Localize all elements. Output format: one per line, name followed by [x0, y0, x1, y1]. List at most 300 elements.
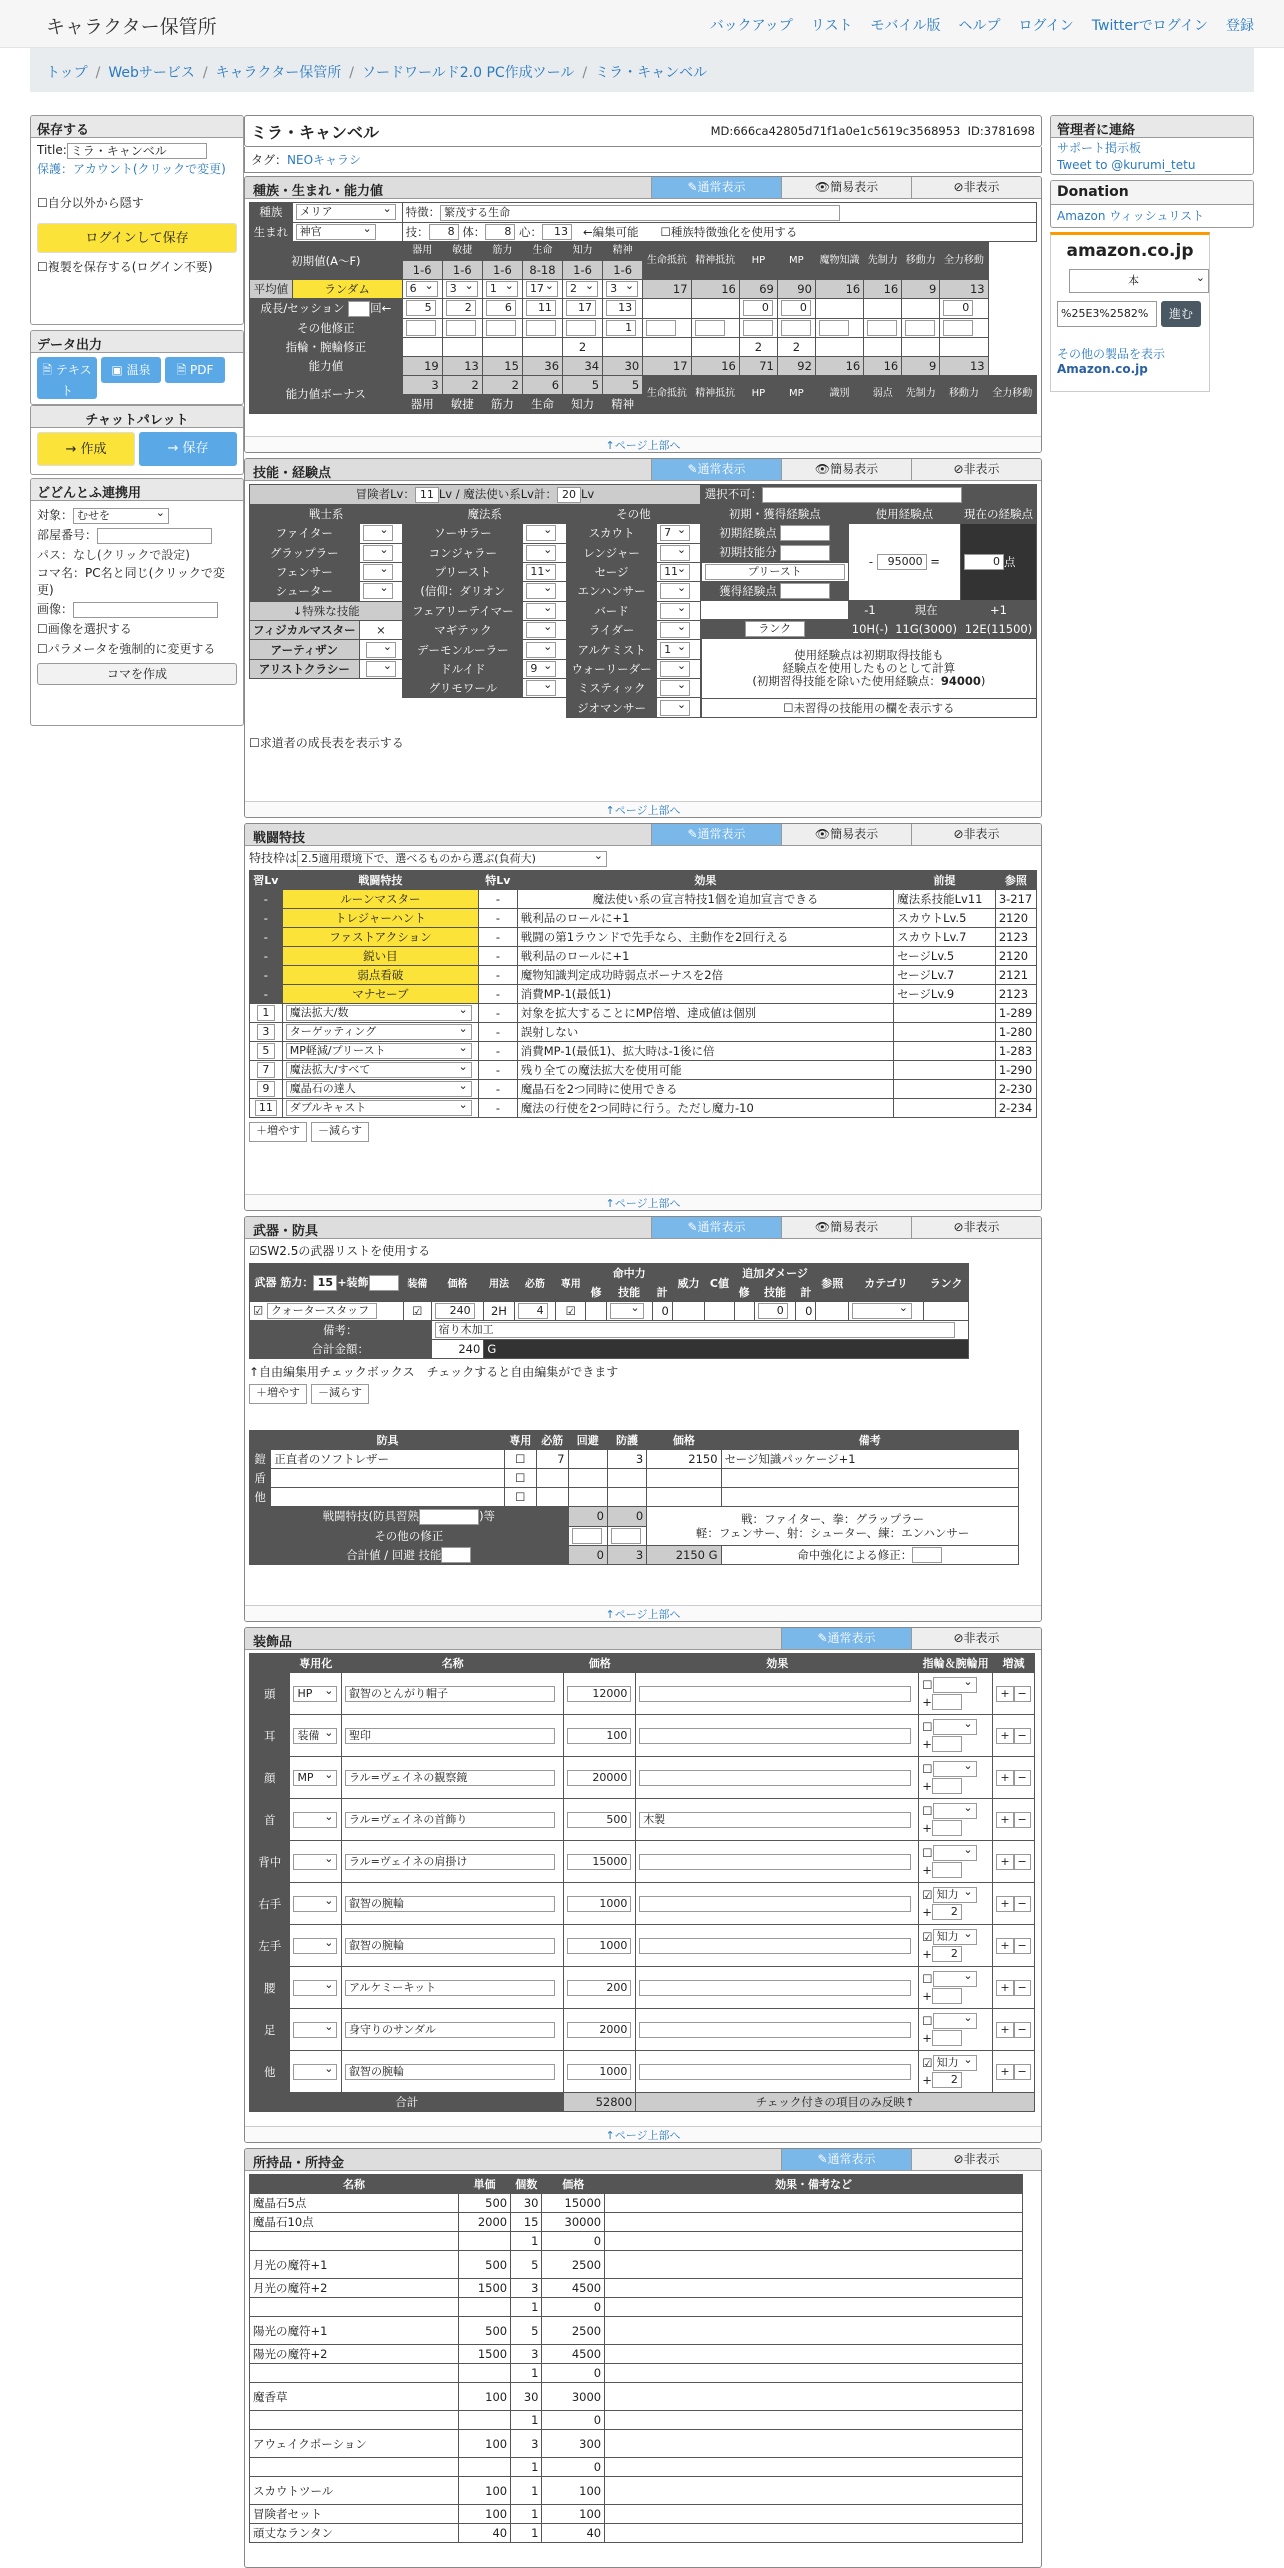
- growth-input[interactable]: 0: [781, 300, 811, 316]
- skill-lv-select[interactable]: 11 ⌄: [660, 564, 690, 580]
- weapon-price[interactable]: 240: [435, 1303, 475, 1319]
- item-qty[interactable]: 30: [511, 2194, 542, 2213]
- item-qty[interactable]: 30: [511, 2383, 542, 2411]
- armor-str[interactable]: [536, 1488, 568, 1507]
- armor-price[interactable]: 2150: [647, 1450, 721, 1469]
- acc-ring-value[interactable]: [932, 1694, 962, 1710]
- item-unit[interactable]: [458, 2458, 510, 2477]
- acc-ring-value[interactable]: [932, 1820, 962, 1836]
- acc-effect-input[interactable]: [639, 1938, 911, 1954]
- init-select[interactable]: 2 ⌄: [566, 281, 598, 297]
- acc-plus-button[interactable]: +: [996, 1812, 1013, 1828]
- other-input[interactable]: [406, 320, 436, 336]
- acc-minus-button[interactable]: −: [1014, 1854, 1031, 1870]
- tab-normal[interactable]: ✎通常表示: [781, 1628, 911, 1649]
- item-note[interactable]: [605, 2251, 1023, 2279]
- acc-price-input[interactable]: 12000: [567, 1686, 631, 1702]
- item-name[interactable]: [250, 2232, 459, 2251]
- init-select[interactable]: 17 ⌄: [526, 281, 558, 297]
- board-link[interactable]: サポート掲示板: [1057, 141, 1142, 155]
- armor-exclusive[interactable]: ☐: [504, 1488, 536, 1507]
- item-unit[interactable]: 1500: [458, 2345, 510, 2364]
- nav-link[interactable]: 登録: [1226, 18, 1254, 34]
- hide-checkbox[interactable]: ☐: [37, 195, 48, 210]
- acc-stat-select[interactable]: [933, 1761, 977, 1777]
- acc-stat-select[interactable]: [933, 1719, 977, 1735]
- koma-link[interactable]: コマ名：PC名と同じ(クリックで変更): [37, 566, 225, 597]
- other-input[interactable]: [867, 320, 897, 336]
- acc-price-input[interactable]: 1000: [567, 1938, 631, 1954]
- login-save-button[interactable]: ログインして保存: [37, 223, 237, 253]
- armor-price[interactable]: [647, 1488, 721, 1507]
- chat-create-button[interactable]: → 作成: [37, 432, 135, 466]
- init-select[interactable]: 1 ⌄: [486, 281, 518, 297]
- growth-input[interactable]: 2: [446, 300, 476, 316]
- acc-name-input[interactable]: 身守りのサンダル: [345, 2022, 555, 2038]
- tab-hide[interactable]: ⊘非表示: [911, 1217, 1041, 1238]
- growth-input[interactable]: 0: [943, 300, 973, 316]
- acc-effect-input[interactable]: [639, 1728, 911, 1744]
- skill-lv-select[interactable]: [363, 545, 393, 561]
- skill-lv-select[interactable]: [526, 545, 556, 561]
- item-name[interactable]: [250, 2298, 459, 2317]
- acc-ring-value[interactable]: [932, 1862, 962, 1878]
- wishlist-link[interactable]: Amazon ウィッシュリスト: [1057, 209, 1205, 223]
- acc-ring-value[interactable]: [932, 1778, 962, 1794]
- trait-input[interactable]: 繁茂する生命: [440, 205, 840, 221]
- page-top-link[interactable]: ↑ページ上部へ: [245, 1605, 1041, 1621]
- protect-link[interactable]: 保護：アカウント(クリックで変更): [37, 161, 226, 176]
- item-name[interactable]: 陽光の魔符+2: [250, 2345, 459, 2364]
- acc-name-input[interactable]: 叡智のとんがり帽子: [345, 1686, 555, 1702]
- amazon-category[interactable]: 本 ⌄: [1069, 269, 1209, 293]
- acc-plus-button[interactable]: +: [996, 2064, 1013, 2080]
- acc-ring-checkbox[interactable]: ☐: [922, 1971, 933, 1986]
- category-select[interactable]: [852, 1303, 912, 1319]
- nav-link[interactable]: モバイル版: [870, 18, 941, 34]
- skill-lv-select[interactable]: [526, 642, 556, 658]
- acc-sp-select[interactable]: [293, 1812, 337, 1828]
- item-qty[interactable]: 1: [511, 2524, 542, 2543]
- item-qty[interactable]: 3: [511, 2279, 542, 2298]
- item-unit[interactable]: [458, 2411, 510, 2430]
- crumb-link[interactable]: Webサービス: [108, 65, 195, 81]
- feat-select[interactable]: MP軽減/プリースト ⌄: [286, 1043, 472, 1059]
- weapon-checkbox[interactable]: ☑: [253, 1303, 264, 1318]
- other-input[interactable]: [446, 320, 476, 336]
- tab-hide[interactable]: ⊘非表示: [911, 824, 1041, 845]
- item-name[interactable]: 魔香草: [250, 2383, 459, 2411]
- nav-link[interactable]: ヘルプ: [958, 18, 1001, 34]
- acc-sp-select[interactable]: [293, 1854, 337, 1870]
- acc-effect-input[interactable]: [639, 2064, 911, 2080]
- acc-price-input[interactable]: 2000: [567, 2022, 631, 2038]
- item-unit[interactable]: 1500: [458, 2279, 510, 2298]
- acc-minus-button[interactable]: −: [1014, 1686, 1031, 1702]
- item-unit[interactable]: 500: [458, 2194, 510, 2213]
- armor-note[interactable]: [721, 1469, 1018, 1488]
- item-note[interactable]: [605, 2383, 1023, 2411]
- force-checkbox[interactable]: ☐: [37, 642, 48, 656]
- item-qty[interactable]: 1: [511, 2505, 542, 2524]
- item-qty[interactable]: 3: [511, 2430, 542, 2458]
- acc-price-input[interactable]: 100: [567, 1728, 631, 1744]
- armor-price[interactable]: [647, 1469, 721, 1488]
- skill-lv-select[interactable]: 7 ⌄: [660, 525, 690, 541]
- skill-lv-select[interactable]: [660, 700, 690, 716]
- acc-ring-checkbox[interactable]: ☐: [922, 1761, 933, 1776]
- item-unit[interactable]: 100: [458, 2383, 510, 2411]
- item-note[interactable]: [605, 2232, 1023, 2251]
- crumb-link[interactable]: ソードワールド2.0 PC作成ツール: [362, 65, 575, 81]
- tab-normal[interactable]: ✎通常表示: [651, 459, 781, 480]
- tab-simple[interactable]: 👁簡易表示: [781, 1217, 911, 1238]
- armor-name[interactable]: 正直者のソフトレザー: [271, 1450, 505, 1469]
- tweet-link[interactable]: Tweet to @kurumi_tetu: [1057, 158, 1196, 172]
- acc-name-input[interactable]: ラル=ヴェイネの首飾り: [345, 1812, 555, 1828]
- other-input[interactable]: [819, 320, 849, 336]
- special-select[interactable]: [366, 642, 396, 658]
- room-input[interactable]: [97, 528, 212, 544]
- acc-minus-button[interactable]: −: [1014, 2022, 1031, 2038]
- item-unit[interactable]: 100: [458, 2505, 510, 2524]
- tab-normal[interactable]: ✎通常表示: [651, 824, 781, 845]
- used-input[interactable]: 95000: [877, 554, 927, 570]
- fail-input[interactable]: [762, 487, 962, 503]
- acc-stat-select[interactable]: [933, 1971, 977, 1987]
- other-evade[interactable]: [572, 1528, 602, 1544]
- acc-ring-checkbox[interactable]: ☑: [922, 1929, 933, 1944]
- item-unit[interactable]: 40: [458, 2524, 510, 2543]
- item-name[interactable]: [250, 2458, 459, 2477]
- exp-init-input[interactable]: 2000: [780, 525, 830, 541]
- item-name[interactable]: 冒険者セット: [250, 2505, 459, 2524]
- skill-lv-select[interactable]: [526, 525, 556, 541]
- acc-ring-checkbox[interactable]: ☑: [922, 2055, 933, 2070]
- page-top-link[interactable]: ↑ページ上部へ: [245, 1194, 1041, 1210]
- armor-name[interactable]: [271, 1488, 505, 1507]
- image-checkbox[interactable]: ☐: [37, 622, 48, 636]
- init-select[interactable]: 6 ⌄: [406, 281, 438, 297]
- acc-name-input[interactable]: 叡智の腕輪: [345, 1896, 555, 1912]
- item-qty[interactable]: 1: [511, 2458, 542, 2477]
- feat-select[interactable]: ターゲッティング ⌄: [286, 1024, 472, 1040]
- init-select[interactable]: 3 ⌄: [446, 281, 478, 297]
- sw25-checkbox[interactable]: ☑: [249, 1244, 260, 1258]
- acc-name-input[interactable]: アルケミーキット: [345, 1980, 555, 1996]
- item-qty[interactable]: 5: [511, 2251, 542, 2279]
- item-note[interactable]: [605, 2194, 1023, 2213]
- tab-normal[interactable]: ✎通常表示: [781, 2149, 911, 2170]
- acc-plus-button[interactable]: +: [996, 1770, 1013, 1786]
- armor-feat-select[interactable]: [419, 1509, 479, 1525]
- skill-lv-select[interactable]: 1 ⌄: [660, 642, 690, 658]
- growth-input[interactable]: 13: [606, 300, 636, 316]
- acc-effect-input[interactable]: [639, 2022, 911, 2038]
- grow-checkbox[interactable]: ☐: [249, 736, 260, 750]
- item-note[interactable]: [605, 2524, 1023, 2543]
- acc-minus-button[interactable]: −: [1014, 1728, 1031, 1744]
- item-name[interactable]: スカウトツール: [250, 2477, 459, 2505]
- armor-def[interactable]: 3: [607, 1450, 646, 1469]
- item-unit[interactable]: 100: [458, 2430, 510, 2458]
- rank-select[interactable]: ランク: [745, 621, 805, 637]
- acc-minus-button[interactable]: −: [1014, 1770, 1031, 1786]
- create-koma-button[interactable]: コマを作成: [37, 663, 237, 685]
- item-name[interactable]: 月光の魔符+1: [250, 2251, 459, 2279]
- tab-hide[interactable]: ⊘非表示: [911, 177, 1041, 198]
- amazon-go-button[interactable]: 進む: [1161, 301, 1201, 327]
- birth-select[interactable]: 神官 ⌄: [296, 224, 376, 240]
- acc-plus-button[interactable]: +: [996, 1728, 1013, 1744]
- acc-sp-select[interactable]: HP ⌄: [293, 1686, 337, 1702]
- acc-effect-input[interactable]: [639, 1770, 911, 1786]
- item-note[interactable]: [605, 2411, 1023, 2430]
- acc-stat-select[interactable]: [933, 1803, 977, 1819]
- growth-input[interactable]: 0: [743, 300, 773, 316]
- acc-ring-checkbox[interactable]: ☑: [922, 1887, 933, 1902]
- item-qty[interactable]: 1: [511, 2364, 542, 2383]
- armor-evade[interactable]: [568, 1469, 607, 1488]
- skill-lv-select[interactable]: [660, 545, 690, 561]
- title-input[interactable]: ミラ・キャンベル: [67, 143, 207, 159]
- add-feat-button[interactable]: ＋増やす: [249, 1122, 307, 1142]
- other-input[interactable]: [695, 320, 725, 336]
- acc-price-input[interactable]: 200: [567, 1980, 631, 1996]
- item-unit[interactable]: 500: [458, 2251, 510, 2279]
- acc-plus-button[interactable]: +: [996, 2022, 1013, 2038]
- tab-simple[interactable]: 👁簡易表示: [781, 177, 911, 198]
- tab-hide[interactable]: ⊘非表示: [911, 459, 1041, 480]
- skill-lv-select[interactable]: 11 ⌄: [526, 564, 556, 580]
- acc-price-input[interactable]: 500: [567, 1812, 631, 1828]
- item-unit[interactable]: [458, 2232, 510, 2251]
- acc-ring-value[interactable]: 2: [932, 1904, 962, 1920]
- feat-select[interactable]: 魔法拡大/数 ⌄: [286, 1005, 472, 1021]
- growth-input[interactable]: 11: [526, 300, 556, 316]
- acc-minus-button[interactable]: −: [1014, 1938, 1031, 1954]
- cur-input[interactable]: 0: [964, 554, 1004, 570]
- acc-name-input[interactable]: 叡智の腕輪: [345, 2064, 555, 2080]
- acc-ring-checkbox[interactable]: ☐: [922, 1803, 933, 1818]
- acc-plus-button[interactable]: +: [996, 1686, 1013, 1702]
- gain-input[interactable]: 92000: [780, 583, 830, 599]
- armor-def[interactable]: [607, 1469, 646, 1488]
- item-note[interactable]: [605, 2430, 1023, 2458]
- armor-str[interactable]: 7: [536, 1450, 568, 1469]
- exclusive-checkbox[interactable]: ☑: [556, 1302, 586, 1321]
- acc-minus-button[interactable]: −: [1014, 1896, 1031, 1912]
- acc-effect-input[interactable]: 木製: [639, 1812, 911, 1828]
- item-note[interactable]: [605, 2345, 1023, 2364]
- nav-link[interactable]: ログイン: [1018, 18, 1074, 34]
- item-unit[interactable]: 2000: [458, 2213, 510, 2232]
- pass-link[interactable]: パス：なし(クリックで設定): [37, 548, 190, 562]
- note-input[interactable]: 宿り木加工: [435, 1322, 955, 1338]
- item-note[interactable]: [605, 2298, 1023, 2317]
- acc-sp-select[interactable]: 装備 ⌄: [293, 1728, 337, 1744]
- item-name[interactable]: 頑丈なランタン: [250, 2524, 459, 2543]
- feat-select[interactable]: 魔晶石の達人 ⌄: [286, 1081, 472, 1097]
- crumb-link[interactable]: キャラクター保管所: [215, 65, 342, 81]
- item-name[interactable]: 魔晶石10点: [250, 2213, 459, 2232]
- weapon-name-input[interactable]: クォータースタッフ: [267, 1303, 377, 1319]
- nav-link[interactable]: バックアップ: [709, 18, 793, 34]
- feat-select[interactable]: ダブルキャスト ⌄: [286, 1100, 472, 1116]
- item-qty[interactable]: 1: [511, 2232, 542, 2251]
- acc-plus-button[interactable]: +: [996, 1980, 1013, 1996]
- dmg-input[interactable]: 0: [758, 1303, 788, 1319]
- armor-name[interactable]: [271, 1469, 505, 1488]
- acc-sp-select[interactable]: [293, 2022, 337, 2038]
- armor-note[interactable]: セージ知識パッケージ+1: [721, 1450, 1018, 1469]
- acc-stat-select[interactable]: [933, 1845, 977, 1861]
- special-select[interactable]: [366, 661, 396, 677]
- avg-button[interactable]: 平均値: [250, 280, 293, 299]
- armor-evade[interactable]: [568, 1450, 607, 1469]
- chat-save-button[interactable]: → 保存: [139, 432, 237, 466]
- other-input[interactable]: 1: [606, 320, 636, 336]
- item-qty[interactable]: 1: [511, 2298, 542, 2317]
- export-text-button[interactable]: 🗎 テキスト: [37, 357, 97, 399]
- race-trait-checkbox[interactable]: ☐: [660, 224, 671, 239]
- acc-effect-input[interactable]: [639, 1854, 911, 1870]
- skill-lv-select[interactable]: [526, 583, 556, 599]
- acc-price-input[interactable]: 1000: [567, 1896, 631, 1912]
- item-name[interactable]: 陽光の魔符+1: [250, 2317, 459, 2345]
- item-qty[interactable]: 1: [511, 2477, 542, 2505]
- acc-ring-value[interactable]: [932, 1736, 962, 1752]
- export-pdf-button[interactable]: 🗎 PDF: [165, 357, 225, 383]
- body-input[interactable]: 8: [485, 224, 515, 240]
- acc-effect-input[interactable]: [639, 1980, 911, 1996]
- tab-normal[interactable]: ✎通常表示: [651, 1217, 781, 1238]
- page-top-link[interactable]: ↑ページ上部へ: [245, 2126, 1041, 2142]
- other-input[interactable]: [781, 320, 811, 336]
- acc-name-input[interactable]: 聖印: [345, 1728, 555, 1744]
- skill-lv-select[interactable]: [660, 661, 690, 677]
- armor-str[interactable]: [536, 1469, 568, 1488]
- skill-lv-select[interactable]: 9 ⌄: [526, 661, 556, 677]
- prof-input[interactable]: プリースト: [705, 564, 845, 580]
- tab-hide[interactable]: ⊘非表示: [911, 1628, 1041, 1649]
- nav-link[interactable]: リスト: [810, 18, 853, 34]
- item-name[interactable]: [250, 2411, 459, 2430]
- acc-plus-button[interactable]: +: [996, 1896, 1013, 1912]
- armor-exclusive[interactable]: ☐: [504, 1469, 536, 1488]
- amazon-search[interactable]: %25E3%2582%: [1057, 301, 1157, 327]
- acc-sp-select[interactable]: [293, 1896, 337, 1912]
- tab-simple[interactable]: 👁簡易表示: [781, 824, 911, 845]
- growth-input[interactable]: 5: [406, 300, 436, 316]
- skill-lv-select[interactable]: [660, 583, 690, 599]
- skill-lv-select[interactable]: [526, 680, 556, 696]
- item-note[interactable]: [605, 2505, 1023, 2524]
- skill-lv-select[interactable]: [526, 622, 556, 638]
- adv-lv-input[interactable]: 11: [415, 487, 439, 503]
- growth-count[interactable]: 54: [348, 301, 370, 317]
- nav-link[interactable]: Twitterでログイン: [1091, 18, 1208, 34]
- acc-name-input[interactable]: ラル=ヴェイネの観察鏡: [345, 1770, 555, 1786]
- acc-stat-select[interactable]: [933, 2013, 977, 2029]
- mind-input[interactable]: 13: [542, 224, 572, 240]
- item-name[interactable]: 月光の魔符+2: [250, 2279, 459, 2298]
- acc-name-input[interactable]: 叡智の腕輪: [345, 1938, 555, 1954]
- item-name[interactable]: 魔晶石5点: [250, 2194, 459, 2213]
- remove-weapon-button[interactable]: －減らす: [311, 1384, 369, 1404]
- other-def[interactable]: [611, 1528, 641, 1544]
- item-qty[interactable]: 5: [511, 2317, 542, 2345]
- acc-name-input[interactable]: ラル=ヴェイネの肩掛け: [345, 1854, 555, 1870]
- acc-minus-button[interactable]: −: [1014, 1980, 1031, 1996]
- tag-link[interactable]: NEOキャラシ: [287, 153, 362, 167]
- item-qty[interactable]: 1: [511, 2411, 542, 2430]
- mag-lv-input[interactable]: 20: [557, 487, 581, 503]
- armor-exclusive[interactable]: ☐: [504, 1450, 536, 1469]
- tech-init-input[interactable]: 1000: [780, 545, 830, 561]
- add-weapon-button[interactable]: ＋増やす: [249, 1384, 307, 1404]
- acc-stat-select[interactable]: 知力 ⌄: [933, 1929, 977, 1945]
- armor-def[interactable]: [607, 1488, 646, 1507]
- acc-sp-select[interactable]: MP ⌄: [293, 1770, 337, 1786]
- export-onsen-button[interactable]: ▣ 温泉: [101, 357, 161, 383]
- image-input[interactable]: [73, 602, 218, 618]
- other-input[interactable]: [566, 320, 596, 336]
- item-note[interactable]: [605, 2279, 1023, 2298]
- skill-lv-select[interactable]: [660, 622, 690, 638]
- acc-stat-select[interactable]: [933, 1677, 977, 1693]
- other-input[interactable]: [943, 320, 973, 336]
- acc-price-input[interactable]: 20000: [567, 1770, 631, 1786]
- acc-ring-value[interactable]: [932, 1988, 962, 2004]
- item-name[interactable]: アウェイクポーション: [250, 2430, 459, 2458]
- acc-ring-value[interactable]: [932, 2030, 962, 2046]
- item-note[interactable]: [605, 2458, 1023, 2477]
- growth-input[interactable]: 17: [566, 300, 596, 316]
- acc-stat-select[interactable]: 知力 ⌄: [933, 1887, 977, 1903]
- armor-note[interactable]: [721, 1488, 1018, 1507]
- acc-plus-button[interactable]: +: [996, 1854, 1013, 1870]
- tab-hide[interactable]: ⊘非表示: [911, 2149, 1041, 2170]
- page-top-link[interactable]: ↑ページ上部へ: [245, 801, 1041, 817]
- str-input[interactable]: 15: [313, 1275, 337, 1291]
- acc-ring-checkbox[interactable]: ☐: [922, 2013, 933, 2028]
- remove-feat-button[interactable]: －減らす: [311, 1122, 369, 1142]
- equip-checkbox[interactable]: ☑: [404, 1302, 432, 1321]
- acc-sp-select[interactable]: [293, 1980, 337, 1996]
- amazon-more-link[interactable]: その他の製品を表示: [1057, 347, 1166, 361]
- hit-skill-select[interactable]: [610, 1303, 644, 1319]
- item-note[interactable]: [605, 2317, 1023, 2345]
- unlearned-checkbox[interactable]: ☐: [783, 701, 794, 715]
- acc-effect-input[interactable]: [639, 1686, 911, 1702]
- evade-skill-select[interactable]: [441, 1547, 471, 1563]
- acc-ring-checkbox[interactable]: ☐: [922, 1719, 933, 1734]
- feat-select[interactable]: 魔法拡大/すべて ⌄: [286, 1062, 472, 1078]
- dup-checkbox[interactable]: ☐: [37, 259, 48, 274]
- other-input[interactable]: [526, 320, 556, 336]
- weapon-str-input[interactable]: 4: [518, 1303, 548, 1319]
- acc-price-input[interactable]: 1000: [567, 2064, 631, 2080]
- item-unit[interactable]: 100: [458, 2477, 510, 2505]
- item-qty[interactable]: 3: [511, 2345, 542, 2364]
- acc-sp-select[interactable]: [293, 2064, 337, 2080]
- item-qty[interactable]: 15: [511, 2213, 542, 2232]
- skill-lv-select[interactable]: [363, 583, 393, 599]
- item-unit[interactable]: 500: [458, 2317, 510, 2345]
- item-unit[interactable]: [458, 2364, 510, 2383]
- growth-input[interactable]: 6: [486, 300, 516, 316]
